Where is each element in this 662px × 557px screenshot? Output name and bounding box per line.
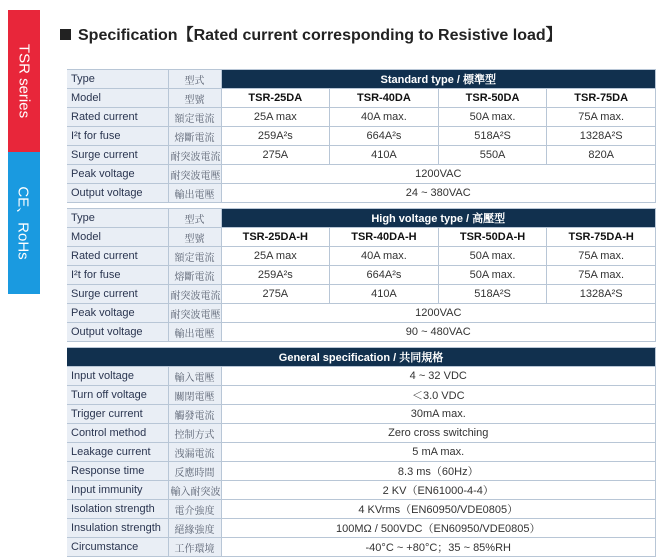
page-title-text: Specification【Rated current corresponding to Resistive load】 [78,27,562,44]
row-label-cjk: 耐突波電流 [168,285,221,304]
value-cell: 518A²S [438,285,547,304]
row-value: Zero cross switching [221,424,656,443]
row-label-cjk: 輸入耐突波 [168,481,221,500]
table-row [67,127,656,146]
row-value: 24 ~ 380VAC [221,184,656,203]
row-value: 4 KVrms（EN60950/VDE0805） [221,500,656,519]
row-label-cjk: 絕緣強度 [168,519,221,538]
general-header-row [67,348,656,367]
row-label: Peak voltage [67,304,168,323]
row-label-cjk: 輸出電壓 [168,184,221,203]
table-row [67,443,656,462]
row-label: Surge current [67,285,168,304]
value-cell: 50A max. [438,247,547,266]
type-label: Type [67,209,168,228]
value-cell: 50A max. [438,108,547,127]
type-label-cjk: 型式 [168,70,221,89]
row-value: 90 ~ 480VAC [221,323,656,342]
model-cell: TSR-75DA-H [547,228,656,247]
value-cell: 820A [547,146,656,165]
table-row [67,386,656,405]
table-row [67,165,656,184]
row-label: I²t for fuse [67,266,168,285]
model-cell: TSR-25DA-H [221,228,330,247]
table-row [67,266,656,285]
row-label-cjk: 熔斷電流 [168,127,221,146]
type-title: High voltage type / 高壓型 [221,209,656,228]
table-row [67,304,656,323]
general-specification-table [67,347,656,557]
model-cell: TSR-75DA [547,89,656,108]
row-label: Response time [67,462,168,481]
value-cell: 410A [330,285,439,304]
model-cell: TSR-50DA-H [438,228,547,247]
row-label: Trigger current [67,405,168,424]
table-row [67,108,656,127]
series-label: TSR series [15,43,33,119]
value-cell: 75A max. [547,266,656,285]
row-label-cjk: 電介強度 [168,500,221,519]
row-label-cjk: 額定電流 [168,247,221,266]
table-row [67,367,656,386]
table-row [67,500,656,519]
model-cell: TSR-40DA [330,89,439,108]
row-label: Output voltage [67,184,168,203]
table-row [67,462,656,481]
row-value: ＜3.0 VDC [221,386,656,405]
table-row [67,424,656,443]
row-value: 30mA max. [221,405,656,424]
value-cell: 25A max [221,108,330,127]
row-label-cjk: 熔斷電流 [168,266,221,285]
row-label-cjk: 型號 [168,228,221,247]
value-cell: 40A max. [330,108,439,127]
table-row [67,184,656,203]
row-value: 2 KV（EN61000-4-4） [221,481,656,500]
table-row [67,323,656,342]
row-value: -40°C ~ +80°C；35 ~ 85%RH [221,538,656,557]
table-row [67,247,656,266]
row-label-cjk: 輸出電壓 [168,323,221,342]
type-label: Type [67,70,168,89]
row-label-cjk: 關閉電壓 [168,386,221,405]
value-cell: 1328A²S [547,285,656,304]
table-row [67,519,656,538]
table-row [67,228,656,247]
bullet-square-icon [60,29,71,40]
row-label: Output voltage [67,323,168,342]
row-label: Model [67,228,168,247]
row-label: Peak voltage [67,165,168,184]
row-value: 8.3 ms（60Hz） [221,462,656,481]
model-cell: TSR-50DA [438,89,547,108]
value-cell: 275A [221,146,330,165]
table-row [67,146,656,165]
row-label-cjk: 額定電流 [168,108,221,127]
value-cell: 1328A²S [547,127,656,146]
table-row [67,538,656,557]
general-title: General specification / 共同規格 [67,348,656,367]
model-cell: TSR-40DA-H [330,228,439,247]
row-label: Control method [67,424,168,443]
row-label-cjk: 洩漏電流 [168,443,221,462]
row-label-cjk: 輸入電壓 [168,367,221,386]
table-row [67,405,656,424]
row-label-cjk: 控制方式 [168,424,221,443]
value-cell: 50A max. [438,266,547,285]
row-label: Surge current [67,146,168,165]
row-label: Leakage current [67,443,168,462]
value-cell: 410A [330,146,439,165]
row-value: 5 mA max. [221,443,656,462]
value-cell: 40A max. [330,247,439,266]
value-cell: 664A²s [330,127,439,146]
table-row [67,481,656,500]
model-cell: TSR-25DA [221,89,330,108]
row-label-cjk: 耐突波電壓 [168,304,221,323]
type-header-row [67,70,656,89]
series-tab [8,10,40,152]
row-label: Insulation strength [67,519,168,538]
row-label: Model [67,89,168,108]
table-row [67,89,656,108]
row-label: Turn off voltage [67,386,168,405]
page-title [60,22,562,45]
type-header-row [67,209,656,228]
row-label-cjk: 工作環境 [168,538,221,557]
row-label: Input immunity [67,481,168,500]
value-cell: 259A²s [221,127,330,146]
row-label: Isolation strength [67,500,168,519]
row-label-cjk: 耐突波電流 [168,146,221,165]
row-label: Input voltage [67,367,168,386]
row-value: 1200VAC [221,304,656,323]
table-row [67,285,656,304]
row-label: Rated current [67,247,168,266]
row-value: 1200VAC [221,165,656,184]
row-label-cjk: 型號 [168,89,221,108]
row-value: 100MΩ / 500VDC（EN60950/VDE0805） [221,519,656,538]
value-cell: 518A²S [438,127,547,146]
row-label-cjk: 觸發電流 [168,405,221,424]
row-label-cjk: 耐突波電壓 [168,165,221,184]
row-label-cjk: 反應時間 [168,462,221,481]
value-cell: 259A²s [221,266,330,285]
certification-label: CE、RoHs [14,186,32,260]
value-cell: 75A max. [547,247,656,266]
value-cell: 75A max. [547,108,656,127]
type-label-cjk: 型式 [168,209,221,228]
certification-tab [8,152,40,294]
row-label: I²t for fuse [67,127,168,146]
type-title: Standard type / 標準型 [221,70,656,89]
row-label: Rated current [67,108,168,127]
value-cell: 25A max [221,247,330,266]
high-voltage-type-table [67,208,656,342]
value-cell: 664A²s [330,266,439,285]
value-cell: 550A [438,146,547,165]
value-cell: 275A [221,285,330,304]
row-value: 4 ~ 32 VDC [221,367,656,386]
standard-type-table [67,69,656,203]
row-label: Circumstance [67,538,168,557]
